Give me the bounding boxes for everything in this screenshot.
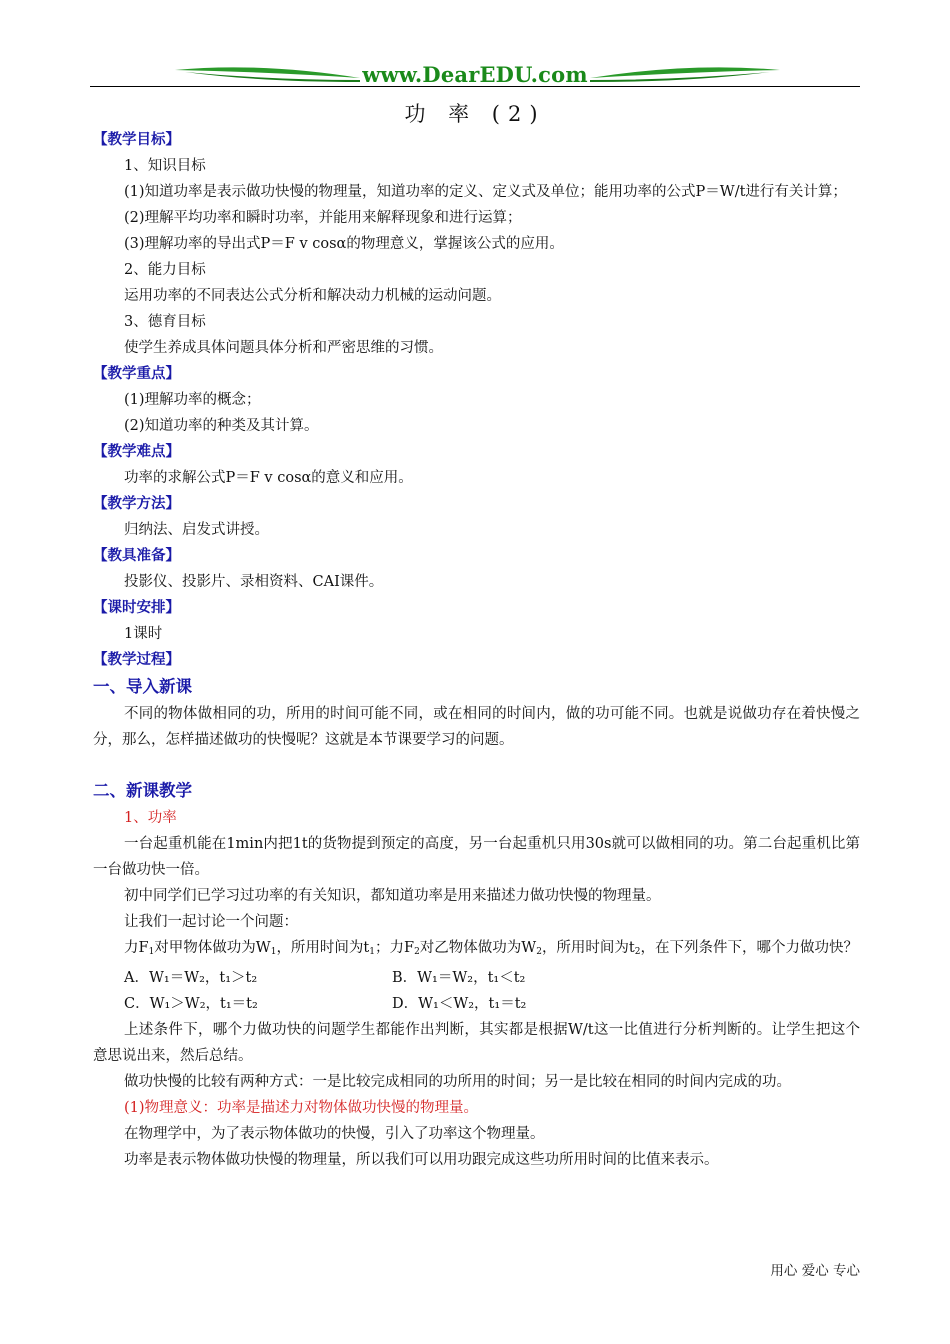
site-logo-text: www.DearEDU.com xyxy=(362,62,588,87)
time-text: 1课时 xyxy=(124,626,163,642)
difficult-tag: 【教学难点】 xyxy=(93,443,180,460)
physical-meaning: (1)物理意义：功率是描述力对物体做功快慢的物理量。 xyxy=(124,1100,479,1116)
key-item2: (2)知道功率的种类及其计算。 xyxy=(124,418,319,434)
option-a: A．W₁＝W₂，t₁＞t₂ xyxy=(124,970,258,986)
option-c: C．W₁＞W₂，t₁＝t₂ xyxy=(124,996,258,1012)
option-d: D．W₁＜W₂，t₁＝t₂ xyxy=(392,996,527,1012)
question-text: 力$F_1$对甲物体做功为$W_1$，所用时间为$t_1$；力$F_2$对乙物体做功为$W_2$，所用时间为$t_2$，在下列条件下，哪个力做功快？ xyxy=(124,940,858,957)
goal2-text: 运用功率的不同表达公式分析和解决动力机械的运动问题。 xyxy=(124,288,501,304)
part2-paragraph5: 做功快慢的比较有两种方式：一是比较完成相同的功所用的时间；另一是比较在相同的时间内完成的功。 xyxy=(124,1074,791,1090)
part1-heading: 一、导入新课 xyxy=(93,677,192,696)
difficult-text: 功率的求解公式P＝F v cosα的意义和应用。 xyxy=(124,470,413,486)
spacer xyxy=(93,753,860,777)
process-tag: 【教学过程】 xyxy=(93,651,180,668)
method-text: 归纳法、启发式讲授。 xyxy=(124,522,269,538)
page-footer: 用心 爱心 专心 xyxy=(770,1263,860,1279)
tools-text: 投影仪、投影片、录相资料、CAI课件。 xyxy=(124,574,384,590)
goal1-item3: (3)理解功率的导出式P＝F v cosα的物理意义，掌握该公式的应用。 xyxy=(124,236,564,252)
document-body xyxy=(93,127,860,1173)
part2-paragraph3: 让我们一起讨论一个问题： xyxy=(124,914,298,930)
goal1-item1: (1)知道功率是表示做功快慢的物理量，知道功率的定义、定义式及单位；能用功率的公式P＝W/t进行有关计算； xyxy=(124,184,847,200)
part2-subheading: 1、功率 xyxy=(124,810,177,826)
page-title: 功 率 (2) xyxy=(404,102,546,126)
time-tag: 【课时安排】 xyxy=(93,599,180,616)
goal1-item2: (2)理解平均功率和瞬时功率，并能用来解释现象和进行运算； xyxy=(124,210,522,226)
key-item1: (1)理解功率的概念； xyxy=(124,392,261,408)
header-divider xyxy=(90,86,860,87)
goal3-text: 使学生养成具体问题具体分析和严密思维的习惯。 xyxy=(124,340,443,356)
page-header xyxy=(90,58,860,98)
tools-tag: 【教具准备】 xyxy=(93,547,180,564)
part1-text: 不同的物体做相同的功，所用的时间可能不同，或在相同的时间内，做的功可能不同。也就是说做功存在着快慢之分，那么，怎样描述做功的快慢呢？这就是本节课要学习的问题。 xyxy=(93,706,860,748)
options-row-1 xyxy=(93,965,860,991)
part2-paragraph6: 在物理学中，为了表示物体做功的快慢，引入了功率这个物理量。 xyxy=(124,1126,545,1142)
goal3-heading: 3、德育目标 xyxy=(124,314,206,330)
option-b: B．W₁＝W₂，t₁＜t₂ xyxy=(392,970,526,986)
options-row-2 xyxy=(93,991,860,1017)
key-tag: 【教学重点】 xyxy=(93,365,180,382)
goals-tag: 【教学目标】 xyxy=(93,131,180,148)
part2-paragraph1: 一台起重机能在1min内把1t的货物提到预定的高度，另一台起重机只用30s就可以做相同的功。第二台起重机比第一台做功快一倍。 xyxy=(93,836,860,878)
goal1-heading: 1、知识目标 xyxy=(124,158,206,174)
goal2-heading: 2、能力目标 xyxy=(124,262,206,278)
part2-heading: 二、新课教学 xyxy=(93,781,192,800)
method-tag: 【教学方法】 xyxy=(93,495,180,512)
part2-paragraph7: 功率是表示物体做功快慢的物理量，所以我们可以用功跟完成这些功所用时间的比值来表示。 xyxy=(124,1152,719,1168)
part2-paragraph4: 上述条件下，哪个力做功快的问题学生都能作出判断，其实都是根据W/t这一比值进行分析判断的。让学生把这个意思说出来，然后总结。 xyxy=(93,1022,860,1064)
part2-paragraph2: 初中同学们已学习过功率的有关知识，都知道功率是用来描述力做功快慢的物理量。 xyxy=(124,888,661,904)
